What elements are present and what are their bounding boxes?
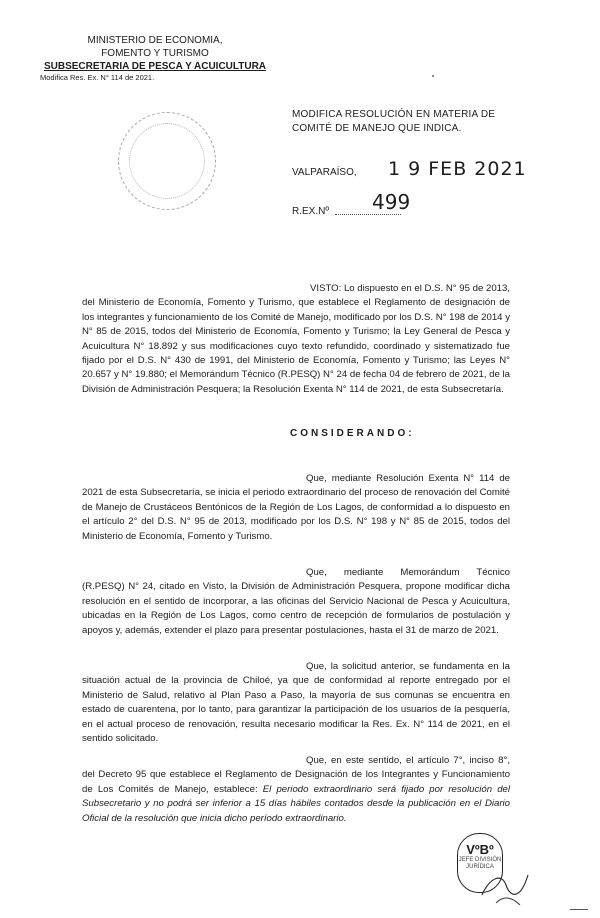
considerando-4-quote: El periodo extraordinario será fijado por resolución del Subsecretario y no podrá ser inferior a 15 días hábiles contados desde la publicación en el Diario Oficial de la resolución que inicia dicho período extraordinario. bbox=[82, 783, 510, 824]
page-footer-mark bbox=[570, 903, 588, 910]
ministry-subtitle: FOMENTO Y TURISMO bbox=[101, 48, 209, 59]
scan-dot bbox=[432, 75, 434, 77]
considerando-paragraph-2: Que, mediante Memorándum Técnico (R.PESQ) N° 24, citado en Visto, la División de Administración Pesquera, propone modificar dicha resolución en el sentido de incorporar, a las oficinas del Servicio Nacional de Pesca y Acuicultura, ubicadas en la Región de Los Lagos, como centro de recepción de formularios de postulación y apoyos y, además, extender el plazo para presentar postulaciones, hasta el 31 de marzo de 2021. bbox=[82, 567, 510, 636]
considerando-paragraph-3: Que, la solicitud anterior, se fundamenta en la situación actual de la provincia de Chiloé, ya que de conformidad al reporte entregado por el Ministerio de Salud, relativo al Plan Paso a Paso, la mayoría de sus comunas se encuentra en estado de cuarentena, por lo tanto, para garantizar la participación de los usuarios de la pesquería, en el actual proceso de renovación, resulta necesario modificar la Res. Ex. N° 114 de 2021, en el sentido solicitado. bbox=[82, 661, 510, 745]
approval-title: VºBº bbox=[466, 842, 494, 857]
considerando-paragraph-1: Que, mediante Resolución Exenta N° 114 de 2021 de esta Subsecretaría, se inicia el periodo extraordinario del proceso de renovación del Comité de Manejo de Crustáceos Bentónicos de la Región de Los Lagos, de conformidad a lo dispuesto en el artículo 2° del D.S. N° 95 de 2013, modificado por los D.S. N° 198 y N° 85 de 2015, todos del Ministerio de Economía, Fomento y Turismo. bbox=[82, 473, 510, 542]
resolution-subject: MODIFICA RESOLUCIÓN EN MATERIA DE COMITÉ DE MANEJO QUE INDICA. bbox=[292, 109, 496, 134]
considerando-heading: CONSIDERANDO: bbox=[290, 428, 415, 439]
letterhead bbox=[40, 34, 270, 83]
approval-text: JEFE DIVISIÓN JURÍDICA bbox=[458, 857, 502, 870]
subsecretaria-name: SUBSECRETARIA DE PESCA Y ACUICULTURA bbox=[43, 61, 267, 72]
reference-note: Modifica Res. Ex. N° 114 de 2021. bbox=[40, 73, 155, 82]
resolution-number: 499 bbox=[372, 190, 411, 214]
considerando-paragraph-4 bbox=[82, 754, 510, 826]
visto-paragraph: VISTO: Lo dispuesto en el D.S. N° 95 de 2013, del Ministerio de Economía, Fomento y Turismo, que establece el Reglamento de designación de los integrantes y funcionamiento de los Comité de Manejo, modificado por los D.S. N° 198 de 2014 y N° 85 de 2015, todos del Ministerio de Economía, Fomento y Turismo; la Ley General de Pesca y Acuicultura N° 18.892 y sus modificaciones cuyo texto refundido, coordinado y sistematizado fue fijado por el D.S. N° 430 de 1991, del Ministerio de Economía, Fomento y Turismo; las Leyes N° 20.657 y N° 19.880; el Memorándum Técnico (R.PESQ) N° 24 de fecha 04 de febrero de 2021, de la División de Administración Pesquera; la Resolución Exenta N° 114 de 2021, de esta Subsecretaría. bbox=[82, 283, 510, 395]
considerando-4-text: Que, en este sentido, el artículo 7°, inciso 8°, del Decreto 95 que establece el Reglamento de Designación de los Integrantes y Funcionamiento de Los Comités de Manejo, establece: bbox=[82, 755, 510, 795]
ministry-name: MINISTERIO DE ECONOMIA, bbox=[87, 35, 223, 46]
signature-mark bbox=[476, 855, 536, 910]
number-underline bbox=[335, 214, 401, 215]
resolution-number-label: R.EX.Nº bbox=[292, 206, 329, 217]
official-seal-stamp bbox=[118, 112, 216, 210]
place-label: VALPARAÍSO, bbox=[292, 167, 357, 178]
seal-inner-ring bbox=[129, 123, 205, 199]
resolution-date: 1 9 FEB 2021 bbox=[388, 158, 527, 180]
